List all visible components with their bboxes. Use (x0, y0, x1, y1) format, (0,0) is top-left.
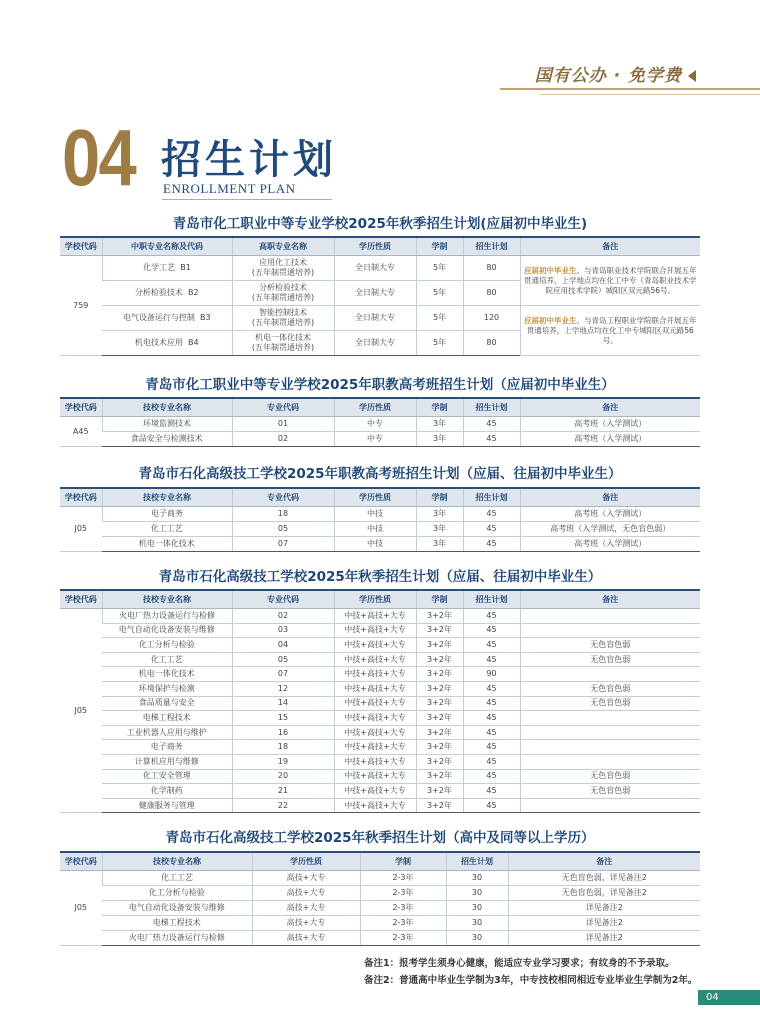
col-header: 技校专业名称 (102, 852, 252, 871)
table-row (60, 537, 700, 552)
table-row (60, 681, 700, 696)
plan-cell: 45 (463, 652, 520, 667)
code-cell: 16 (232, 725, 334, 740)
plan-cell: 45 (463, 638, 520, 653)
code-cell: 02 (232, 432, 334, 447)
edu-cell: 中技+高技+大专 (334, 696, 416, 711)
code-cell: 18 (232, 740, 334, 755)
duration-cell: 5年 (416, 281, 463, 306)
edu-cell: 高技+大专 (252, 886, 360, 901)
note-cell (520, 667, 700, 682)
edu-cell: 中技+高技+大专 (334, 798, 416, 813)
col-header: 备注 (520, 488, 700, 507)
dur-cell: 3+2年 (416, 681, 463, 696)
note-cell: 无色盲色弱 (520, 769, 700, 784)
school-code: J05 (60, 609, 102, 813)
major-cell: 化学制药 (102, 784, 232, 799)
dur-cell: 3+2年 (416, 667, 463, 682)
col-header: 技校专业名称 (102, 398, 232, 417)
col-header: 学制 (416, 398, 463, 417)
edu-cell: 中技 (334, 537, 416, 552)
note-cell (520, 798, 700, 813)
plan-cell: 30 (446, 901, 508, 916)
plan-cell: 30 (446, 916, 508, 931)
note-cell: 应届初中毕业生。与青岛工程职业学院联合开展五年贯通培养，上学地点均在化工中专城阳区双元路56号。 (520, 306, 700, 356)
note-cell: 无色盲色弱，详见备注2 (508, 871, 700, 886)
table-row (60, 417, 700, 432)
duration-cell: 3年 (416, 417, 463, 432)
plan-cell: 45 (463, 754, 520, 769)
footnote-1: 备注1：报考学生须身心健康，能适应专业学习要求；有纹身的不予录取。 (364, 958, 675, 969)
dur-cell: 3+2年 (416, 638, 463, 653)
col-header: 学制 (416, 488, 463, 507)
school-code: A45 (60, 417, 102, 447)
col-header: 学历性质 (252, 852, 360, 871)
edu-cell: 高技+大专 (252, 901, 360, 916)
col-header: 专业代码 (232, 398, 334, 417)
note-cell: 无色盲色弱 (520, 652, 700, 667)
table-row (60, 256, 700, 281)
col-header: 专业代码 (232, 590, 334, 609)
dur-cell: 3+2年 (416, 696, 463, 711)
edu-cell: 中技+高技+大专 (334, 681, 416, 696)
dur-cell: 2-3年 (360, 871, 446, 886)
plan-cell: 30 (446, 931, 508, 946)
hv-major-cell: 分析检验技术 (五年制贯通培养) (232, 281, 334, 306)
major-cell: 健康服务与管理 (102, 798, 232, 813)
edu-cell: 中技+高技+大专 (334, 667, 416, 682)
table-row (60, 871, 700, 886)
table-row (60, 432, 700, 447)
plan-cell: 90 (463, 667, 520, 682)
triangle-left-icon (688, 70, 696, 82)
section-title: 青岛市石化高级技工学校2025年秋季招生计划（应届、往届初中毕业生） (158, 569, 602, 585)
major-cell: 工业机器人应用与维护 (102, 725, 232, 740)
major-cell: 化工工艺 (102, 871, 252, 886)
dur-cell: 3+2年 (416, 754, 463, 769)
edu-cell: 中技+高技+大专 (334, 609, 416, 624)
dur-cell: 2-3年 (360, 916, 446, 931)
plan-cell: 30 (446, 871, 508, 886)
table-row (60, 784, 700, 799)
note-cell: 详见备注2 (508, 916, 700, 931)
note-cell (520, 711, 700, 726)
note-cell: 无色盲色弱 (520, 696, 700, 711)
col-header: 招生计划 (463, 590, 520, 609)
major-cell: 化工工艺 (102, 652, 232, 667)
dur-cell: 3+2年 (416, 769, 463, 784)
major-cell: 食品安全与检测技术 (102, 432, 232, 447)
table-row (60, 901, 700, 916)
note-cell (520, 609, 700, 624)
note-cell: 高考班（入学测试） (520, 507, 700, 522)
plan-cell: 45 (463, 798, 520, 813)
enrollment-table-5 (60, 851, 700, 946)
enrollment-table-1 (60, 236, 700, 356)
col-header: 学制 (360, 852, 446, 871)
enrollment-table-3 (60, 487, 700, 552)
section-title: 青岛市石化高级技工学校2025年秋季招生计划（高中及同等以上学历） (165, 830, 595, 846)
enrollment-table-2 (60, 397, 700, 447)
table-row (60, 798, 700, 813)
note-cell (520, 740, 700, 755)
major-cell: 机电一体化技术 (102, 537, 232, 552)
plan-cell: 45 (463, 623, 520, 638)
col-header: 学制 (416, 237, 463, 256)
major-cell: 火电厂热力设备运行与检修 (102, 931, 252, 946)
col-header: 学制 (416, 590, 463, 609)
col-header: 招生计划 (463, 237, 520, 256)
code-cell: 14 (232, 696, 334, 711)
dur-cell: 3+2年 (416, 623, 463, 638)
note-cell: 高考班（入学测试，无色盲色弱） (520, 522, 700, 537)
divider (162, 199, 332, 200)
duration-cell: 3年 (416, 432, 463, 447)
major-cell: 化工工艺 (102, 522, 232, 537)
note-cell: 无色盲色弱，详见备注2 (508, 886, 700, 901)
table-row (60, 769, 700, 784)
table-row (60, 623, 700, 638)
major-cell: 机电技术应用 B4 (102, 331, 232, 356)
major-cell: 电气自动化设备安装与维修 (102, 901, 252, 916)
code-cell: 07 (232, 667, 334, 682)
section-title: 青岛市化工职业中等专业学校2025年职教高考班招生计划（应届初中毕业生） (145, 377, 615, 393)
col-header: 备注 (520, 398, 700, 417)
code-cell: 04 (232, 638, 334, 653)
code-cell: 07 (232, 537, 334, 552)
note-cell (520, 623, 700, 638)
note-cell (520, 754, 700, 769)
plan-cell: 80 (463, 256, 520, 281)
table-row (60, 886, 700, 901)
major-cell: 电梯工程技术 (102, 916, 252, 931)
table-row (60, 306, 700, 331)
edu-cell: 全日制大专 (334, 331, 416, 356)
major-cell: 化工分析与检验 (102, 886, 252, 901)
dur-cell: 3+2年 (416, 725, 463, 740)
edu-cell: 中技+高技+大专 (334, 623, 416, 638)
table-row (60, 754, 700, 769)
dur-cell: 3+2年 (416, 784, 463, 799)
note-cell: 详见备注2 (508, 901, 700, 916)
plan-cell: 45 (463, 725, 520, 740)
duration-cell: 5年 (416, 331, 463, 356)
dur-cell: 3+2年 (416, 609, 463, 624)
divider (540, 94, 760, 95)
plan-cell: 120 (463, 306, 520, 331)
col-header: 学校代码 (60, 237, 102, 256)
note-cell: 无色盲色弱 (520, 681, 700, 696)
edu-cell: 高技+大专 (252, 931, 360, 946)
divider (500, 88, 760, 90)
edu-cell: 中技 (334, 522, 416, 537)
table-row (60, 667, 700, 682)
table-row (60, 652, 700, 667)
edu-cell: 中技+高技+大专 (334, 769, 416, 784)
dur-cell: 3+2年 (416, 652, 463, 667)
table-row (60, 522, 700, 537)
plan-cell: 45 (463, 784, 520, 799)
code-cell: 05 (232, 522, 334, 537)
major-cell: 化工分析与检验 (102, 638, 232, 653)
edu-cell: 中技+高技+大专 (334, 754, 416, 769)
code-cell: 01 (232, 417, 334, 432)
school-code: 759 (60, 256, 102, 356)
major-cell: 环境监测技术 (102, 417, 232, 432)
col-header: 学校代码 (60, 398, 102, 417)
col-header: 学历性质 (334, 590, 416, 609)
code-cell: 19 (232, 754, 334, 769)
plan-cell: 45 (463, 696, 520, 711)
section-title: 青岛市化工职业中等专业学校2025年秋季招生计划(应届初中毕业生) (172, 216, 588, 232)
edu-cell: 高技+大专 (252, 916, 360, 931)
major-cell: 机电一体化技术 (102, 667, 232, 682)
plan-cell: 45 (463, 681, 520, 696)
major-cell: 计算机应用与维修 (102, 754, 232, 769)
code-cell: 20 (232, 769, 334, 784)
edu-cell: 中技+高技+大专 (334, 652, 416, 667)
table-row (60, 931, 700, 946)
table-row (60, 740, 700, 755)
col-header: 中职专业名称及代码 (102, 237, 232, 256)
plan-cell: 80 (463, 331, 520, 356)
plan-cell: 45 (463, 432, 520, 447)
table-row (60, 507, 700, 522)
note-cell: 详见备注2 (508, 931, 700, 946)
table-row (60, 725, 700, 740)
code-cell: 05 (232, 652, 334, 667)
footnotes (364, 955, 697, 989)
edu-cell: 中技+高技+大专 (334, 740, 416, 755)
plan-cell: 45 (463, 417, 520, 432)
plan-cell: 45 (463, 711, 520, 726)
col-header: 学历性质 (334, 237, 416, 256)
code-cell: 12 (232, 681, 334, 696)
major-cell: 食品质量与安全 (102, 696, 232, 711)
edu-cell: 中技+高技+大专 (334, 638, 416, 653)
dur-cell: 3+2年 (416, 798, 463, 813)
duration-cell: 5年 (416, 306, 463, 331)
section-title: 青岛市石化高级技工学校2025年职教高考班招生计划（应届、往届初中毕业生） (138, 466, 622, 482)
note-cell: 无色盲色弱 (520, 638, 700, 653)
code-cell: 18 (232, 507, 334, 522)
col-header: 学历性质 (334, 488, 416, 507)
edu-cell: 中技+高技+大专 (334, 725, 416, 740)
major-cell: 电子商务 (102, 740, 232, 755)
col-header: 专业代码 (232, 488, 334, 507)
table-row (60, 711, 700, 726)
code-cell: 22 (232, 798, 334, 813)
major-cell: 电气设备运行与控制 B3 (102, 306, 232, 331)
major-cell: 电气自动化设备安装与维修 (102, 623, 232, 638)
edu-cell: 全日制大专 (334, 306, 416, 331)
note-cell: 高考班（入学测试） (520, 417, 700, 432)
plan-cell: 45 (463, 609, 520, 624)
note-cell: 应届初中毕业生。与青岛职业技术学院联合开展五年贯通培养，上学地点均在化工中专（青岛职业技术学院应用技术学院）城阳区双元路56号。 (520, 256, 700, 306)
col-header: 学历性质 (334, 398, 416, 417)
table-row (60, 696, 700, 711)
col-header: 备注 (508, 852, 700, 871)
school-code: J05 (60, 871, 102, 946)
duration-cell: 3年 (416, 522, 463, 537)
page-subtitle: ENROLLMENT PLAN (163, 181, 296, 196)
edu-cell: 高技+大专 (252, 871, 360, 886)
col-header: 招生计划 (463, 398, 520, 417)
table-row (60, 916, 700, 931)
major-cell: 火电厂热力设备运行与检修 (102, 609, 232, 624)
note-cell: 高考班（入学测试） (520, 432, 700, 447)
col-header: 备注 (520, 590, 700, 609)
school-code: J05 (60, 507, 102, 552)
page-number: 04 (698, 990, 760, 1005)
duration-cell: 3年 (416, 507, 463, 522)
major-cell: 化学工艺 B1 (102, 256, 232, 281)
code-cell: 02 (232, 609, 334, 624)
plan-cell: 45 (463, 537, 520, 552)
edu-cell: 中专 (334, 432, 416, 447)
page-title: 招生计划 (161, 137, 337, 183)
plan-cell: 30 (446, 886, 508, 901)
note-cell: 无色盲色弱 (520, 784, 700, 799)
chapter-number: 04 (62, 113, 136, 202)
code-cell: 15 (232, 711, 334, 726)
table-row (60, 638, 700, 653)
major-cell: 电子商务 (102, 507, 232, 522)
edu-cell: 全日制大专 (334, 256, 416, 281)
plan-cell: 45 (463, 507, 520, 522)
duration-cell: 3年 (416, 537, 463, 552)
plan-cell: 80 (463, 281, 520, 306)
edu-cell: 中技+高技+大专 (334, 784, 416, 799)
plan-cell: 45 (463, 740, 520, 755)
col-header: 招生计划 (463, 488, 520, 507)
dur-cell: 3+2年 (416, 711, 463, 726)
dur-cell: 3+2年 (416, 740, 463, 755)
major-cell: 化工安全管理 (102, 769, 232, 784)
note-cell: 高考班（入学测试） (520, 537, 700, 552)
note-cell (520, 725, 700, 740)
dur-cell: 2-3年 (360, 931, 446, 946)
hv-major-cell: 应用化工技术 (五年制贯通培养) (232, 256, 334, 281)
code-cell: 03 (232, 623, 334, 638)
major-cell: 分析检验技术 B2 (102, 281, 232, 306)
col-header: 备注 (520, 237, 700, 256)
enrollment-table-4 (60, 589, 700, 813)
dur-cell: 2-3年 (360, 886, 446, 901)
col-header: 学校代码 (60, 852, 102, 871)
major-cell: 环境保护与检测 (102, 681, 232, 696)
edu-cell: 中技+高技+大专 (334, 711, 416, 726)
hv-major-cell: 智能控制技术 (五年制贯通培养) (232, 306, 334, 331)
code-cell: 21 (232, 784, 334, 799)
duration-cell: 5年 (416, 256, 463, 281)
col-header: 技校专业名称 (102, 590, 232, 609)
edu-cell: 中技 (334, 507, 416, 522)
dur-cell: 2-3年 (360, 901, 446, 916)
col-header: 招生计划 (446, 852, 508, 871)
table-row (60, 609, 700, 624)
footnote-2: 备注2：普通高中毕业生学制为3年，中专技校相同相近专业毕业生学制为2年。 (364, 975, 698, 986)
plan-cell: 45 (463, 522, 520, 537)
plan-cell: 45 (463, 769, 520, 784)
hv-major-cell: 机电一体化技术 (五年制贯通培养) (232, 331, 334, 356)
col-header: 技校专业名称 (102, 488, 232, 507)
edu-cell: 中专 (334, 417, 416, 432)
col-header: 高职专业名称 (232, 237, 334, 256)
major-cell: 电梯工程技术 (102, 711, 232, 726)
col-header: 学校代码 (60, 590, 102, 609)
slogan: 国有公办 · 免学费 (535, 61, 696, 86)
edu-cell: 全日制大专 (334, 281, 416, 306)
col-header: 学校代码 (60, 488, 102, 507)
